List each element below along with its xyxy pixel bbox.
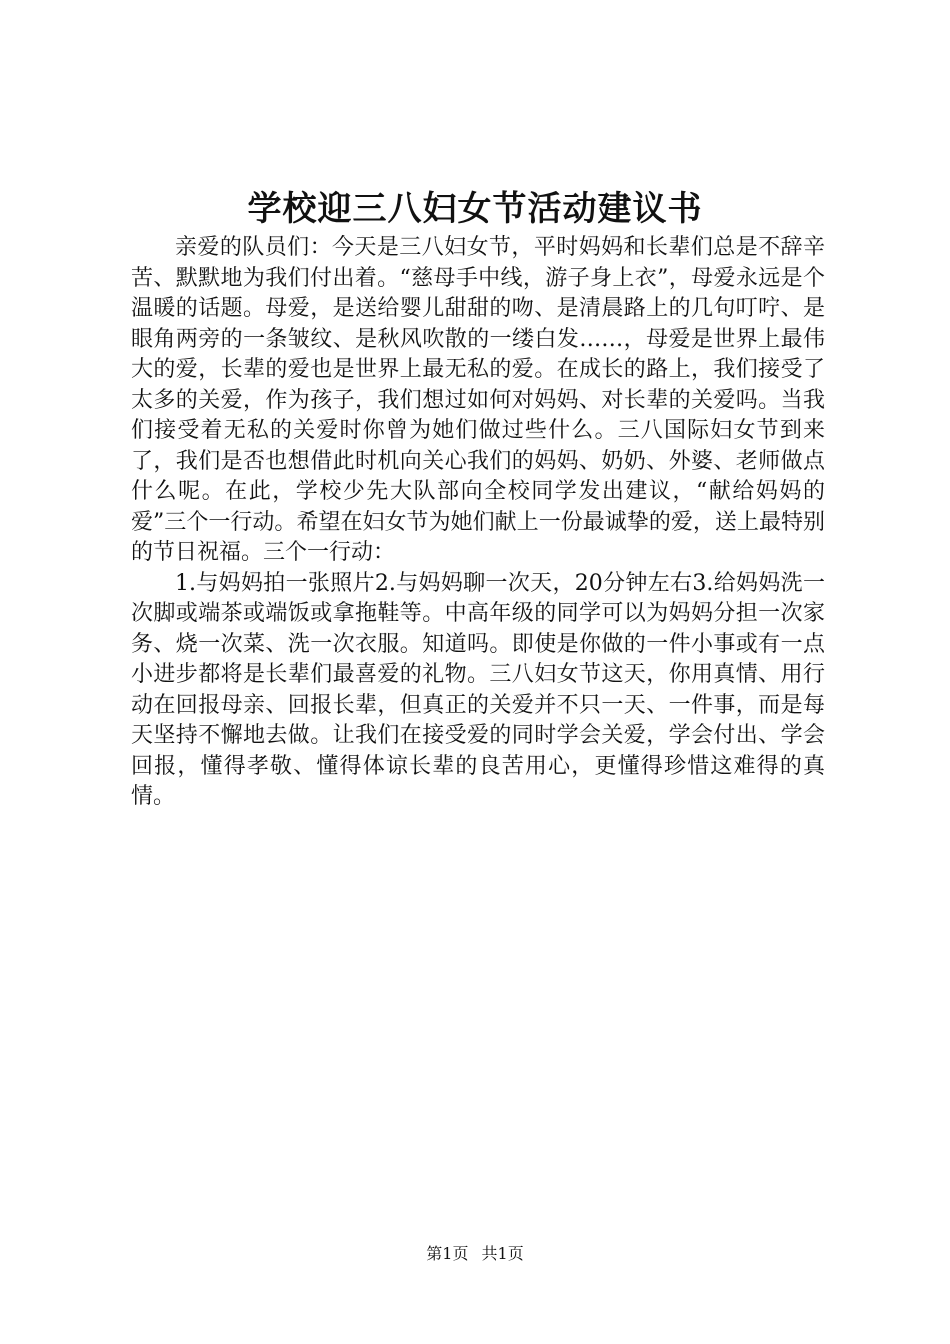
- page-number-current: 第1页: [426, 1244, 469, 1263]
- page-title: 学校迎三八妇女节活动建议书: [247, 189, 703, 229]
- paragraph-1: 亲爱的队员们：今天是三八妇女节，平时妈妈和长辈们总是不辞辛苦、默默地为我们付出着。“慈母手中线，游子身上衣”，母爱永远是个温暖的话题。母爱，是送给婴儿甜甜的吻、是清晨路上的几句叮咛、是眼角两旁的一条皱纹、是秋风吹散的一缕白发……，母爱是世界上最伟大的爱，长辈的爱也是世界上最无私的爱。在成长的路上，我们接受了太多的关爱，作为孩子，我们想过如何对妈妈、对长辈的关爱吗。当我们接受着无私的关爱时你曾为她们做过些什么。三八国际妇女节到来了，我们是否也想借此时机向关心我们的妈妈、奶奶、外婆、老师做点什么呢。在此，学校少先大队部向全校同学发出建议，“献给妈妈的爱”三个一行动。希望在妇女节为她们献上一份最诚挚的爱，送上最特别的节日祝福。三个一行动：: [131, 235, 825, 565]
- paragraph-2: 1.与妈妈拍一张照片2.与妈妈聊一次天，20分钟左右3.给妈妈洗一次脚或端茶或端饭或拿拖鞋等。中高年级的同学可以为妈妈分担一次家务、烧一次菜、洗一次衣服。知道吗。即使是你做的一件小事或有一点小进步都将是长辈们最喜爱的礼物。三八妇女节这天，你用真情、用行动在回报母亲、回报长辈，但真正的关爱并不只一天、一件事，而是每天坚持不懈地去做。让我们在接受爱的同时学会关爱，学会付出、学会回报，懂得孝敬、懂得体谅长辈的良苦用心，更懂得珍惜这难得的真情。: [131, 570, 825, 809]
- page-number-total: 共1页: [481, 1244, 524, 1263]
- page-footer: [0, 1243, 950, 1265]
- document-body: [131, 233, 825, 813]
